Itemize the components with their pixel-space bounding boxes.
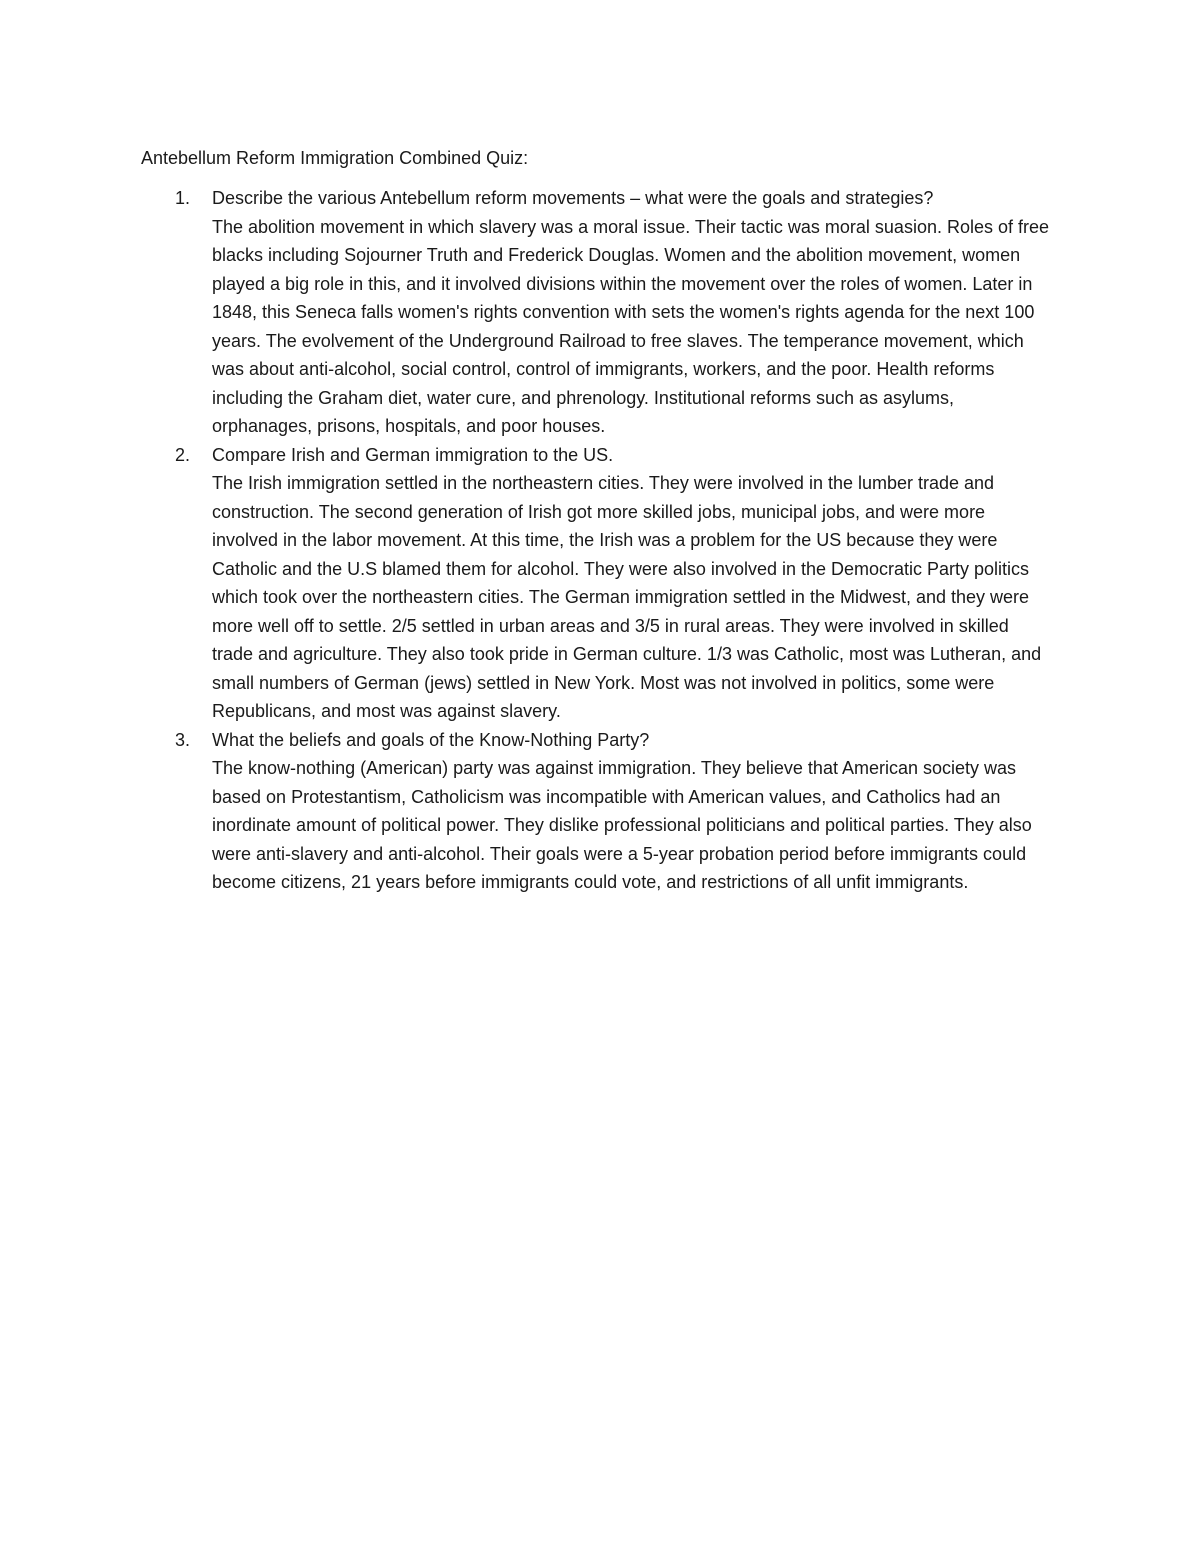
question-number: 3. xyxy=(175,729,191,750)
question-text: Compare Irish and German immigration to the US. xyxy=(212,444,614,465)
answer-text: The abolition movement in which slavery was a moral issue. Their tactic was moral suasion. Roles of free blacks including Sojourner Truth and Frederick Douglas. Women and the abolition movement, women played a big role in this, and it involved divisions within the movement over the roles of women. Later in 1848, this Seneca falls women's rights convention with sets the women's rights agenda for the next 100 years. The evolvement of the Underground Railroad to free slaves. The temperance movement, which was about anti-alcohol, social control, control of immigrants, workers, and the poor. Health reforms including the Graham diet, water cure, and phrenology. Institutional reforms such as asylums, orphanages, prisons, hospitals, and poor houses. xyxy=(212,216,1050,436)
question-item-1 xyxy=(141,184,1061,441)
answer-text: The Irish immigration settled in the northeastern cities. They were involved in the lumber trade and construction. The second generation of Irish got more skilled jobs, municipal jobs, and were more involved in the labor movement. At this time, the Irish was a problem for the US because they were Catholic and the U.S blamed them for alcohol. They were also involved in the Democratic Party politics which took over the northeastern cities. The German immigration settled in the Midwest, and they were more well off to settle. 2/5 settled in urban areas and 3/5 in rural areas. They were involved in skilled trade and agriculture. They also took pride in German culture. 1/3 was Catholic, most was Lutheran, and small numbers of German (jews) settled in New York. Most was not involved in politics, some were Republicans, and most was against slavery. xyxy=(212,473,1042,721)
question-text: Describe the various Antebellum reform movements – what were the goals and strategies? xyxy=(212,188,934,208)
question-list xyxy=(141,184,1061,897)
document-title: Antebellum Reform Immigration Combined Quiz: xyxy=(141,148,529,168)
question-number: 2. xyxy=(175,444,191,465)
question-text: What the beliefs and goals of the Know-Nothing Party? xyxy=(212,729,650,750)
question-item-2 xyxy=(141,441,1061,726)
question-item-3 xyxy=(141,726,1061,897)
answer-text: The know-nothing (American) party was against immigration. They believe that American society was based on Protestantism, Catholicism was incompatible with American values, and Catholics had an inordinate amount of political power. They dislike professional politicians and political parties. They also were anti-slavery and anti-alcohol. Their goals were a 5-year probation period before immigrants could become citizens, 21 years before immigrants could vote, and restrictions of all unfit immigrants. xyxy=(212,758,1032,892)
question-number: 1. xyxy=(175,188,191,208)
